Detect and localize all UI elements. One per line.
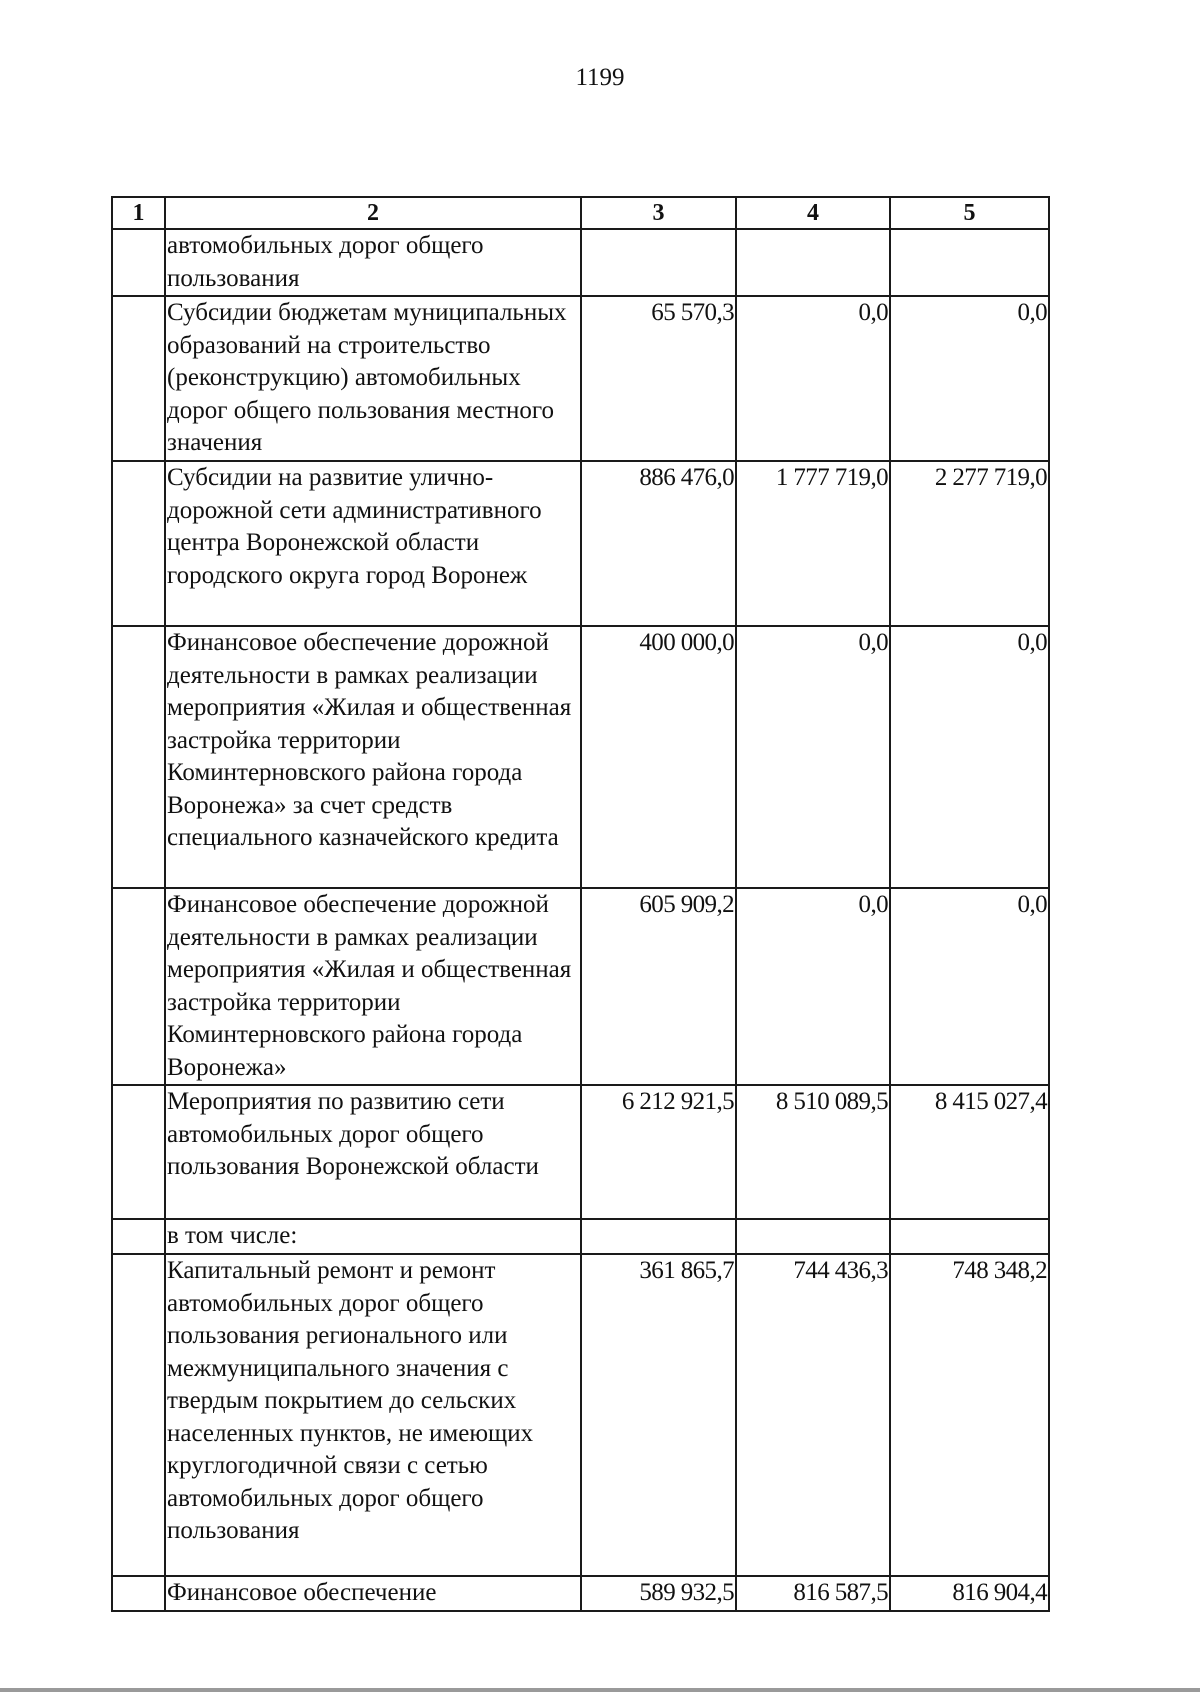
value-cell-col4: 0,0 (736, 626, 890, 888)
table-row (112, 461, 1049, 626)
value-cell-col3: 886 476,0 (581, 461, 736, 626)
value-cell-col4: 8 510 089,5 (736, 1085, 890, 1219)
value-cell-col5: 0,0 (890, 296, 1049, 461)
value-cell-col3: 6 212 921,5 (581, 1085, 736, 1219)
column-header: 5 (890, 197, 1049, 229)
table-row (112, 888, 1049, 1085)
value-cell-col4: 1 777 719,0 (736, 461, 890, 626)
value-cell-col5: 748 348,2 (890, 1254, 1049, 1576)
row-number-cell (112, 888, 165, 1085)
table-row (112, 1576, 1049, 1611)
description-cell: Финансовое обеспечение дорожной деятельности в рамках реализации мероприятия «Жилая и общественная застройка территории Коминтерновского района города Воронежа» за счет средств специального казначейского кредита (165, 626, 581, 888)
column-header: 4 (736, 197, 890, 229)
value-cell-col3: 361 865,7 (581, 1254, 736, 1576)
value-cell-col4 (736, 229, 890, 296)
column-header: 2 (165, 197, 581, 229)
description-cell: Субсидии на развитие улично-дорожной сети административного центра Воронежской области городского округа город Воронеж (165, 461, 581, 626)
value-cell-col3: 65 570,3 (581, 296, 736, 461)
table-row (112, 296, 1049, 461)
table-header-row (112, 197, 1049, 229)
row-number-cell (112, 296, 165, 461)
row-number-cell (112, 1085, 165, 1219)
table-row (112, 626, 1049, 888)
value-cell-col3 (581, 1219, 736, 1254)
description-cell: в том числе: (165, 1219, 581, 1254)
value-cell-col3 (581, 229, 736, 296)
value-cell-col5: 816 904,4 (890, 1576, 1049, 1611)
value-cell-col5: 0,0 (890, 888, 1049, 1085)
table-row (112, 1219, 1049, 1254)
value-cell-col3: 400 000,0 (581, 626, 736, 888)
column-header: 1 (112, 197, 165, 229)
value-cell-col3: 605 909,2 (581, 888, 736, 1085)
page-number: 1199 (575, 64, 625, 91)
value-cell-col4: 744 436,3 (736, 1254, 890, 1576)
description-cell: Финансовое обеспечение (165, 1576, 581, 1611)
description-cell: Капитальный ремонт и ремонт автомобильных дорог общего пользования регионального или межмуниципального значения с твердым покрытием до сельских населенных пунктов, не имеющих круглогодичной связи с сетью автомобильных дорог общего пользования (165, 1254, 581, 1576)
description-cell: Субсидии бюджетам муниципальных образований на строительство (реконструкцию) автомобильных дорог общего пользования местного значения (165, 296, 581, 461)
description-cell: Финансовое обеспечение дорожной деятельности в рамках реализации мероприятия «Жилая и общественная застройка территории Коминтерновского района города Воронежа» (165, 888, 581, 1085)
column-header: 3 (581, 197, 736, 229)
value-cell-col5 (890, 1219, 1049, 1254)
value-cell-col5: 2 277 719,0 (890, 461, 1049, 626)
table-row (112, 229, 1049, 296)
value-cell-col5 (890, 229, 1049, 296)
scan-bottom-edge (0, 1688, 1200, 1692)
row-number-cell (112, 461, 165, 626)
value-cell-col4 (736, 1219, 890, 1254)
description-cell: Мероприятия по развитию сети автомобильных дорог общего пользования Воронежской области (165, 1085, 581, 1219)
row-number-cell (112, 1254, 165, 1576)
value-cell-col4: 0,0 (736, 296, 890, 461)
row-number-cell (112, 1576, 165, 1611)
value-cell-col3: 589 932,5 (581, 1576, 736, 1611)
value-cell-col4: 0,0 (736, 888, 890, 1085)
row-number-cell (112, 626, 165, 888)
row-number-cell (112, 229, 165, 296)
budget-table (111, 196, 1050, 1612)
value-cell-col4: 816 587,5 (736, 1576, 890, 1611)
value-cell-col5: 8 415 027,4 (890, 1085, 1049, 1219)
table-row (112, 1254, 1049, 1576)
description-cell: автомобильных дорог общего пользования (165, 229, 581, 296)
table-row (112, 1085, 1049, 1219)
row-number-cell (112, 1219, 165, 1254)
value-cell-col5: 0,0 (890, 626, 1049, 888)
